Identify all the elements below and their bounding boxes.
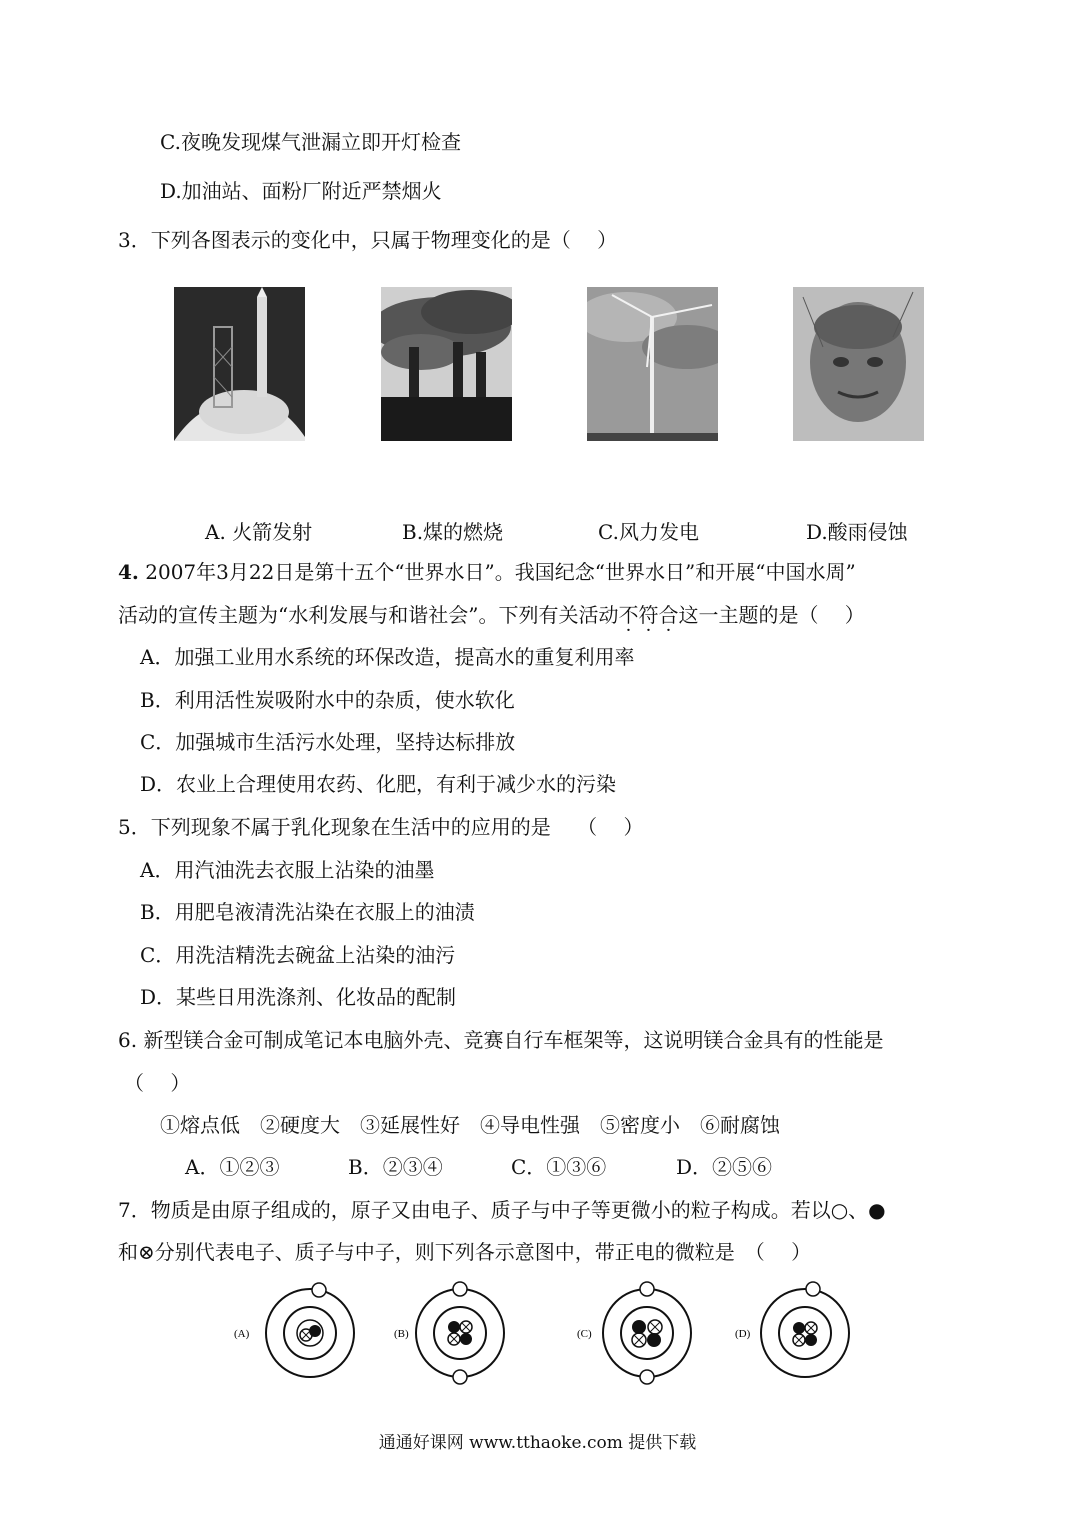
q6-option-c: C．①③⑥ — [511, 1155, 607, 1179]
q4-emphasis-char: 合 — [658, 603, 679, 627]
page-footer: 通通好课网 www.tthaoke.com 提供下载 — [378, 1433, 697, 1453]
wind-power-image — [587, 287, 718, 441]
atom-label-a: (A) — [234, 1328, 250, 1340]
q3-caption-c: C.风力发电 — [598, 520, 699, 544]
q6-option-d: D．②⑤⑥ — [676, 1155, 773, 1179]
q7-stem-line1: 7．物质是由原子组成的，原子又由电子、质子与中子等更微小的粒子构成。若以○、● — [118, 1198, 886, 1222]
atom-diagram-d — [733, 1275, 863, 1395]
atom-label-c: (C) — [577, 1328, 592, 1340]
q5-option-a: A．用汽油洗去衣服上沾染的油墨 — [140, 858, 435, 882]
q5-option-d: D．某些日用洗涤剂、化妆品的配制 — [140, 985, 457, 1009]
q2-option-d: D.加油站、面粉厂附近严禁烟火 — [160, 179, 442, 203]
q4-option-d: D．农业上合理使用农药、化肥，有利于减少水的污染 — [140, 772, 617, 796]
q6-properties: ①熔点低 ②硬度大 ③延展性好 ④导电性强 ⑤密度小 ⑥耐腐蚀 — [160, 1113, 780, 1137]
q4-option-a: A．加强工业用水系统的环保改造，提高水的重复利用率 — [140, 645, 635, 669]
atom-diagram-a — [232, 1275, 362, 1395]
q4-stem-line2-pre: 活动的宣传主题为“水利发展与和谐社会”。下列有关活动 — [118, 603, 619, 627]
q4-emphasis-char: 符 — [638, 603, 659, 627]
q3-caption-d: D.酸雨侵蚀 — [806, 520, 908, 544]
q3-stem: 3．下列各图表示的变化中，只属于物理变化的是（ ） — [118, 228, 618, 252]
q2-option-c: C.夜晚发现煤气泄漏立即开灯检查 — [160, 130, 461, 154]
q4-option-c: C．加强城市生活污水处理，坚持达标排放 — [140, 730, 516, 754]
q3-caption-a: A. 火箭发射 — [205, 520, 313, 544]
coal-burning-image — [381, 287, 512, 441]
atom-label-b: (B) — [394, 1328, 409, 1340]
rocket-launch-image — [174, 287, 305, 441]
q4-number: 4. — [118, 560, 139, 584]
q4-stem-line1 — [118, 560, 856, 584]
q5-option-c: C．用洗洁精洗去碗盆上沾染的油污 — [140, 943, 456, 967]
q6-option-a: A．①②③ — [185, 1155, 280, 1179]
q4-stem-line2-post: 这一主题的是（ ） — [678, 603, 865, 627]
q4-stem-line1-text: 2007年3月22日是第十五个“世界水日”。我国纪念“世界水日”和开展“中国水周” — [138, 560, 856, 584]
q5-stem: 5．下列现象不属于乳化现象在生活中的应用的是 （ ） — [118, 815, 644, 839]
atom-label-d: (D) — [735, 1328, 751, 1340]
q6-option-b: B．②③④ — [348, 1155, 443, 1179]
q4-emphasis-char: 不 — [618, 603, 639, 627]
atom-diagram-c — [575, 1275, 705, 1395]
q7-stem-line2: 和⊗分别代表电子、质子与中子，则下列各示意图中，带正电的微粒是 （ ） — [118, 1240, 812, 1264]
q4-stem-line2 — [118, 603, 865, 627]
q3-caption-b: B.煤的燃烧 — [402, 520, 504, 544]
atom-diagram-b — [392, 1275, 522, 1395]
acid-rain-statue-image — [793, 287, 924, 441]
q4-option-b: B．利用活性炭吸附水中的杂质，使水软化 — [140, 688, 515, 712]
q6-stem: 6. 新型镁合金可制成笔记本电脑外壳、竞赛自行车框架等，这说明镁合金具有的性能是 — [118, 1028, 884, 1052]
q5-option-b: B．用肥皂液清洗沾染在衣服上的油渍 — [140, 900, 475, 924]
q6-paren: （ ） — [124, 1071, 191, 1095]
